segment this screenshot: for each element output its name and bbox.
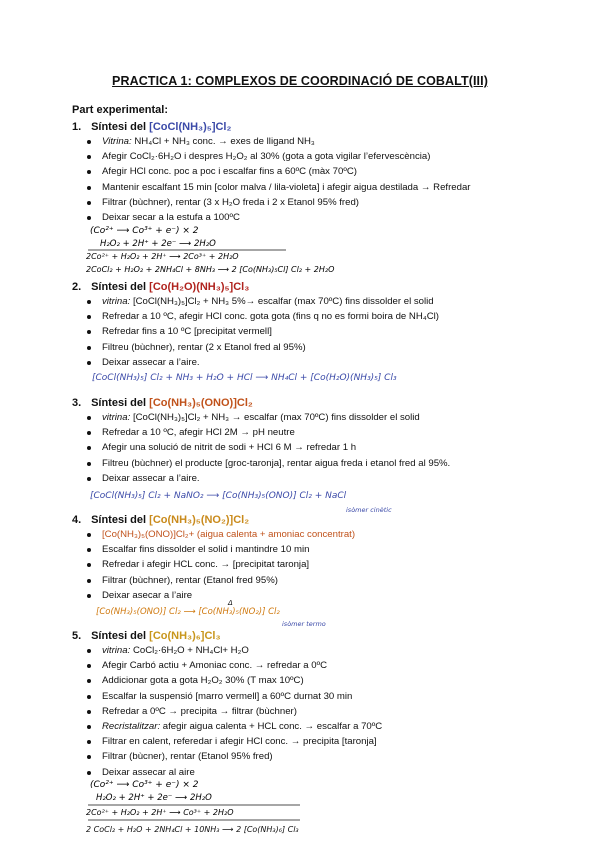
section-1-list [86, 134, 470, 225]
handwritten-line: (Co²⁺ ⟶ Co³⁺ + e⁻) × 2 [90, 226, 199, 236]
section-heading-text: Síntesi del [91, 121, 147, 133]
list-item: Afegir Carbó actiu + Amoniac conc. → refredar a 0ºC [86, 658, 382, 673]
list-item: Afegir una solució de nitrit de sodi + HCl 6 M → refredar 1 h [86, 440, 450, 455]
handwritten-equations-4 [96, 596, 396, 632]
part-label: Part experimental: [72, 104, 168, 116]
list-item: Afegir CoCl₂·6H₂O i despres H₂O₂ al 30% (gota a gota vigilar l’efervescència) [86, 149, 470, 164]
handwritten-equations-3 [90, 484, 510, 518]
handwritten-line: H₂O₂ + 2H⁺ + 2e⁻ ⟶ 2H₂O [100, 239, 216, 249]
handwritten-equations-1 [86, 222, 386, 276]
handwritten-line: 2Co²⁺ + H₂O₂ + 2H⁺ ⟶ Co³⁺ + 2H₂O [86, 808, 234, 817]
section-formula: [Co(NH₃)₅(NO₂)]Cl₂ [149, 514, 250, 526]
section-3-list [86, 410, 450, 486]
handwritten-line: H₂O₂ + 2H⁺ + 2e⁻ ⟶ 2H₂O [96, 793, 212, 803]
handwritten-equations-2 [92, 366, 512, 386]
section-3-heading [72, 397, 253, 409]
list-item: Refredar a 0ºC → precipita → filtrar (bùchner) [86, 704, 382, 719]
list-item: Filtreu (bùchner), rentar (2 x Etanol fred al 95%) [86, 340, 439, 355]
list-item: Escalfar la suspensió [marro vermell] a 60ºC durnat 30 min [86, 689, 382, 704]
section-number: 5. [72, 630, 82, 642]
list-item: Filtrar (bùchner), rentar (3 x H₂O freda i 2 x Etanol 95% fred) [86, 195, 470, 210]
list-item: vitrina: [CoCl(NH₃)₅]Cl₂ + NH₃ → escalfar (max 70ºC) fins dissolder el solid [86, 410, 450, 425]
section-2-list [86, 294, 439, 370]
list-item: [Co(NH₃)₅(ONO)]Cl₂+ (aigua calenta + amoniac concentrat) [86, 527, 355, 542]
section-heading-text: Síntesi del [91, 281, 147, 293]
list-item: Deixar assecar a l’aire. [86, 471, 450, 486]
handwritten-line: isòmer termo [282, 620, 326, 628]
handwritten-line: 2Co²⁺ + H₂O₂ + 2H⁺ ⟶ 2Co³⁺ + 2H₂O [86, 252, 239, 261]
handwritten-line: [CoCl(NH₃)₅] Cl₂ + NH₃ + H₂O + HCl ⟶ NH₄Cl + [Co(H₂O)(NH₃)₅] Cl₃ [92, 373, 397, 383]
section-number: 4. [72, 514, 82, 526]
section-formula: [Co(NH₃)₆]Cl₃ [149, 630, 221, 642]
section-1-heading [72, 121, 231, 133]
section-5-list [86, 643, 382, 780]
handwritten-line: Δ [228, 599, 233, 607]
section-formula: [CoCl(NH₃)₅]Cl₂ [149, 121, 232, 133]
list-item: Deixar asecar a l’aire [86, 588, 355, 603]
list-item: Filtrar (bùcner), rentar (Etanol 95% fred) [86, 749, 382, 764]
list-item: Refredar a 10 ºC, afegir HCl 2M → pH neutre [86, 425, 450, 440]
section-heading-text: Síntesi del [91, 514, 147, 526]
list-item: vitrina: [CoCl(NH₃)₅]Cl₂ + NH₃ 5%→ escalfar (max 70ºC) fins dissolder el solid [86, 294, 439, 309]
section-heading-text: Síntesi del [91, 630, 147, 642]
section-4-heading [72, 514, 249, 526]
handwritten-line: [CoCl(NH₃)₅] Cl₂ + NaNO₂ ⟶ [Co(NH₃)₅(ONO)] Cl₂ + NaCl [90, 491, 347, 501]
handwritten-line: (Co²⁺ ⟶ Co³⁺ + e⁻) × 2 [90, 780, 199, 790]
section-number: 2. [72, 281, 82, 293]
list-item: Filtrar (bùchner), rentar (Etanol fred 95%) [86, 573, 355, 588]
list-item: Filtreu (bùchner) el producte [groc-taronja], rentar aigua freda i etanol fred al 95%. [86, 456, 450, 471]
list-item: Refredar i afegir HCL conc. → [precipitat taronja] [86, 557, 355, 572]
list-item: Afegir HCl conc. poc a poc i escalfar fins a 60ºC (màx 70ºC) [86, 164, 470, 179]
document-title: PRACTICA 1: COMPLEXOS DE COORDINACIÓ DE COBALT(III) [112, 74, 488, 88]
section-number: 3. [72, 397, 82, 409]
list-item: Deixar assecar a l’aire. [86, 355, 439, 370]
handwritten-equations-5 [86, 778, 406, 840]
list-item: Refredar fins a 10 ºC [precipitat vermell] [86, 324, 439, 339]
handwritten-line: [Co(NH₃)₅(ONO)] Cl₂ ⟶ [Co(NH₃)₅(NO₂)] Cl₂ [96, 607, 280, 617]
list-item: Addicionar gota a gota H₂O₂ 30% (T max 10ºC) [86, 673, 382, 688]
section-formula: [Co(NH₃)₅(ONO)]Cl₂ [149, 397, 253, 409]
handwritten-line: 2 CoCl₂ + H₂O + 2NH₄Cl + 10NH₃ ⟶ 2 [Co(NH₃)₆] Cl₃ [86, 825, 299, 834]
section-5-heading [72, 630, 221, 642]
handwritten-line: 2CoCl₂ + H₂O₂ + 2NH₄Cl + 8NH₃ ⟶ 2 [Co(NH₃)₅Cl] Cl₂ + 2H₂O [86, 265, 335, 274]
section-4-list [86, 527, 355, 603]
section-formula: [Co(H₂O)(NH₃)₅]Cl₃ [149, 281, 250, 293]
list-item: Refredar a 10 ºC, afegir HCl conc. gota gota (fins q no es formi boira de NH₄Cl) [86, 309, 439, 324]
list-item: Vitrina: NH₄Cl + NH₃ conc. → exes de lligand NH₃ [86, 134, 470, 149]
handwritten-line: isòmer cinètic [346, 506, 392, 514]
list-item: Recristalitzar: afegir aigua calenta + HCL conc. → escalfar a 70ºC [86, 719, 382, 734]
section-2-heading [72, 281, 249, 293]
section-heading-text: Síntesi del [91, 397, 147, 409]
list-item: Escalfar fins dissolder el solid i mantindre 10 min [86, 542, 355, 557]
list-item: Mantenir escalfant 15 min [color malva / lila-violeta] i afegir aigua destilada → Refredar [86, 180, 470, 195]
list-item: Deixar secar a la estufa a 100ºC [86, 210, 470, 225]
section-number: 1. [72, 121, 82, 133]
list-item: Filtrar en calent, referedar i afegir HCl conc. → precipita [taronja] [86, 734, 382, 749]
list-item: Deixar assecar al aire [86, 765, 382, 780]
list-item: vitrina: CoCl₂·6H₂O + NH₄Cl+ H₂O [86, 643, 382, 658]
